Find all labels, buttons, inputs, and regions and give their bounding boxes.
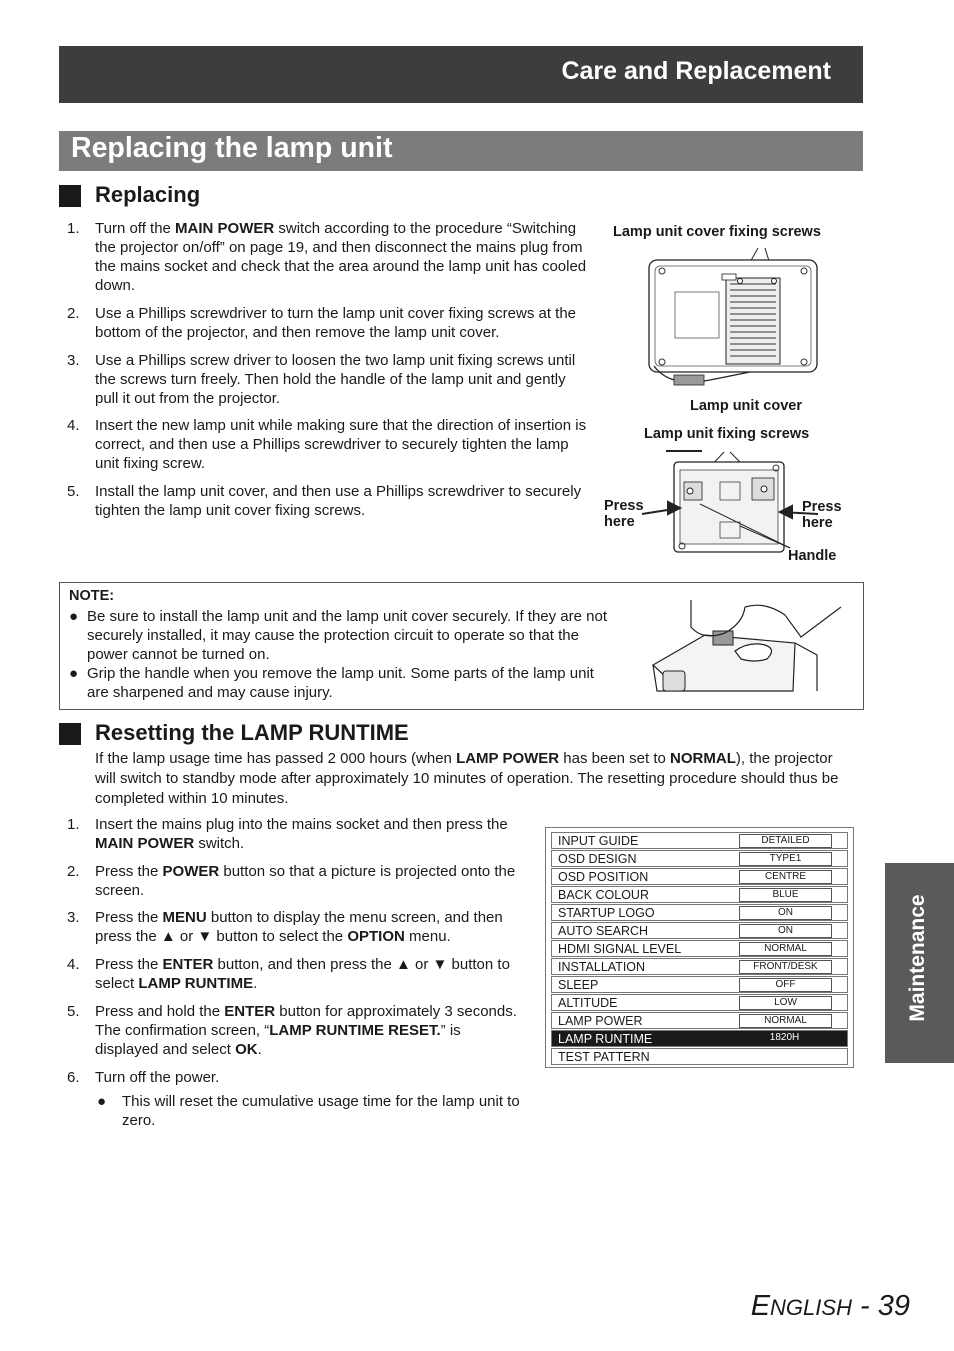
- list-item: 3. Press the MENU button to display the menu screen, and then press the ▲ or ▼ button to select the OPTION menu.: [67, 909, 503, 945]
- label-lamp-unit-cover: Lamp unit cover: [690, 398, 802, 414]
- menu-row-test-pattern[interactable]: TEST PATTERN: [551, 1048, 848, 1065]
- menu-row-osd-position[interactable]: OSD POSITION CENTRE: [551, 868, 848, 885]
- projector-bottom-illustration: [640, 240, 830, 400]
- note-box: [59, 582, 864, 710]
- label-lamp-fixing-screws: Lamp unit fixing screws: [644, 426, 810, 442]
- list-item: 5. Install the lamp unit cover, and then use a Phillips screwdriver to securely tighten the lamp unit cover fixing screws.: [67, 483, 582, 519]
- list-item: 2. Use a Phillips screwdriver to turn the lamp unit cover fixing screws at the bottom of the projector, and then remove the lamp unit cover.: [67, 305, 577, 341]
- replacing-steps: [59, 219, 589, 520]
- bullet-icon: ●: [69, 608, 79, 625]
- menu-row-startup-logo[interactable]: STARTUP LOGO ON: [551, 904, 848, 921]
- side-tab-label: Maintenance: [906, 894, 929, 1022]
- menu-row-hdmi-signal-level[interactable]: HDMI SIGNAL LEVEL NORMAL: [551, 940, 848, 957]
- bullet-icon: ●: [97, 1093, 107, 1110]
- list-item: ● Be sure to install the lamp unit and the lamp unit cover securely. If they are not securely installed, it may cause the protection circuit to operate so that the power cannot be turned on.: [69, 608, 607, 663]
- list-item: 6. Turn off the power. ● This will reset the cumulative usage time for the lamp unit to zero.: [67, 1069, 520, 1129]
- list-item: 3. Use a Phillips screw driver to loosen the two lamp unit fixing screws until the screws turn freely. Then hold the handle of the lamp unit and gently pull it out from the projector.: [67, 352, 576, 407]
- page-title-bar: [59, 131, 863, 171]
- hand-gripping-lamp-illustration: [645, 597, 850, 693]
- label-press-right: Press here: [802, 499, 842, 531]
- menu-row-lamp-runtime[interactable]: LAMP RUNTIME 1820H: [551, 1030, 848, 1047]
- menu-row-input-guide[interactable]: INPUT GUIDE DETAILED: [551, 832, 848, 849]
- lamp-unit-illustration: [640, 444, 840, 554]
- label-press-left: Press here: [604, 498, 644, 530]
- list-item: 5. Press and hold the ENTER button for approximately 3 seconds. The confirmation screen, “LAMP RUNTIME RESET.” is displayed and select OK.: [67, 1003, 517, 1058]
- menu-row-back-colour[interactable]: BACK COLOUR BLUE: [551, 886, 848, 903]
- resetting-steps: [59, 815, 521, 1130]
- list-item: 4. Press the ENTER button, and then press the ▲ or ▼ button to select LAMP RUNTIME.: [67, 956, 510, 992]
- label-cover-fixing-screws: Lamp unit cover fixing screws: [613, 224, 821, 240]
- resetting-heading-text: Resetting the LAMP RUNTIME: [95, 720, 409, 745]
- page-title: Replacing the lamp unit: [71, 132, 393, 164]
- menu-row-osd-design[interactable]: OSD DESIGN TYPE1: [551, 850, 848, 867]
- heading-square-icon: [59, 185, 81, 207]
- list-item: ● Grip the handle when you remove the lamp unit. Some parts of the lamp unit are sharpened and may cause injury.: [69, 665, 594, 701]
- label-handle: Handle: [788, 548, 837, 564]
- sub-bullet: ● This will reset the cumulative usage time for the lamp unit to zero.: [97, 1093, 520, 1129]
- list-item: 2. Press the POWER button so that a picture is projected onto the screen.: [67, 863, 516, 899]
- heading-square-icon: [59, 723, 81, 745]
- page-number: ENGLISH - 39: [750, 1290, 910, 1322]
- list-item: 4. Insert the new lamp unit while making sure that the direction of insertion is correct, and then use a Phillips screwdriver to securely tighten the lamp unit fixing screw.: [67, 417, 587, 472]
- replacing-heading-text: Replacing: [95, 182, 201, 207]
- menu-row-auto-search[interactable]: AUTO SEARCH ON: [551, 922, 848, 939]
- section-header-bar: [59, 46, 863, 103]
- bullet-icon: ●: [69, 665, 79, 682]
- note-label: NOTE:: [69, 588, 115, 604]
- side-tab-maintenance: [885, 863, 954, 1063]
- menu-row-altitude[interactable]: ALTITUDE LOW: [551, 994, 848, 1011]
- menu-row-sleep[interactable]: SLEEP OFF: [551, 976, 848, 993]
- note-list: [69, 607, 614, 702]
- menu-row-lamp-power[interactable]: LAMP POWER NORMAL: [551, 1012, 848, 1029]
- list-item: 1. Insert the mains plug into the mains socket and then press the MAIN POWER switch.: [67, 816, 508, 852]
- section-title: Care and Replacement: [561, 57, 831, 85]
- menu-row-installation[interactable]: INSTALLATION FRONT/DESK: [551, 958, 848, 975]
- list-item: 1. Turn off the MAIN POWER switch according to the procedure “Switching the projector on/off” on page 19, and then disconnect the mains plug from the mains socket and check that the area around the lamp unit has cooled down.: [67, 220, 587, 294]
- option-menu-screen: [545, 827, 854, 1068]
- resetting-intro: If the lamp usage time has passed 2 000 hours (when LAMP POWER has been set to NORMAL), the projector will switch to standby mode after approximately 10 minutes of operation. The resetting procedure should thus be completed within 10 minutes.: [95, 750, 839, 807]
